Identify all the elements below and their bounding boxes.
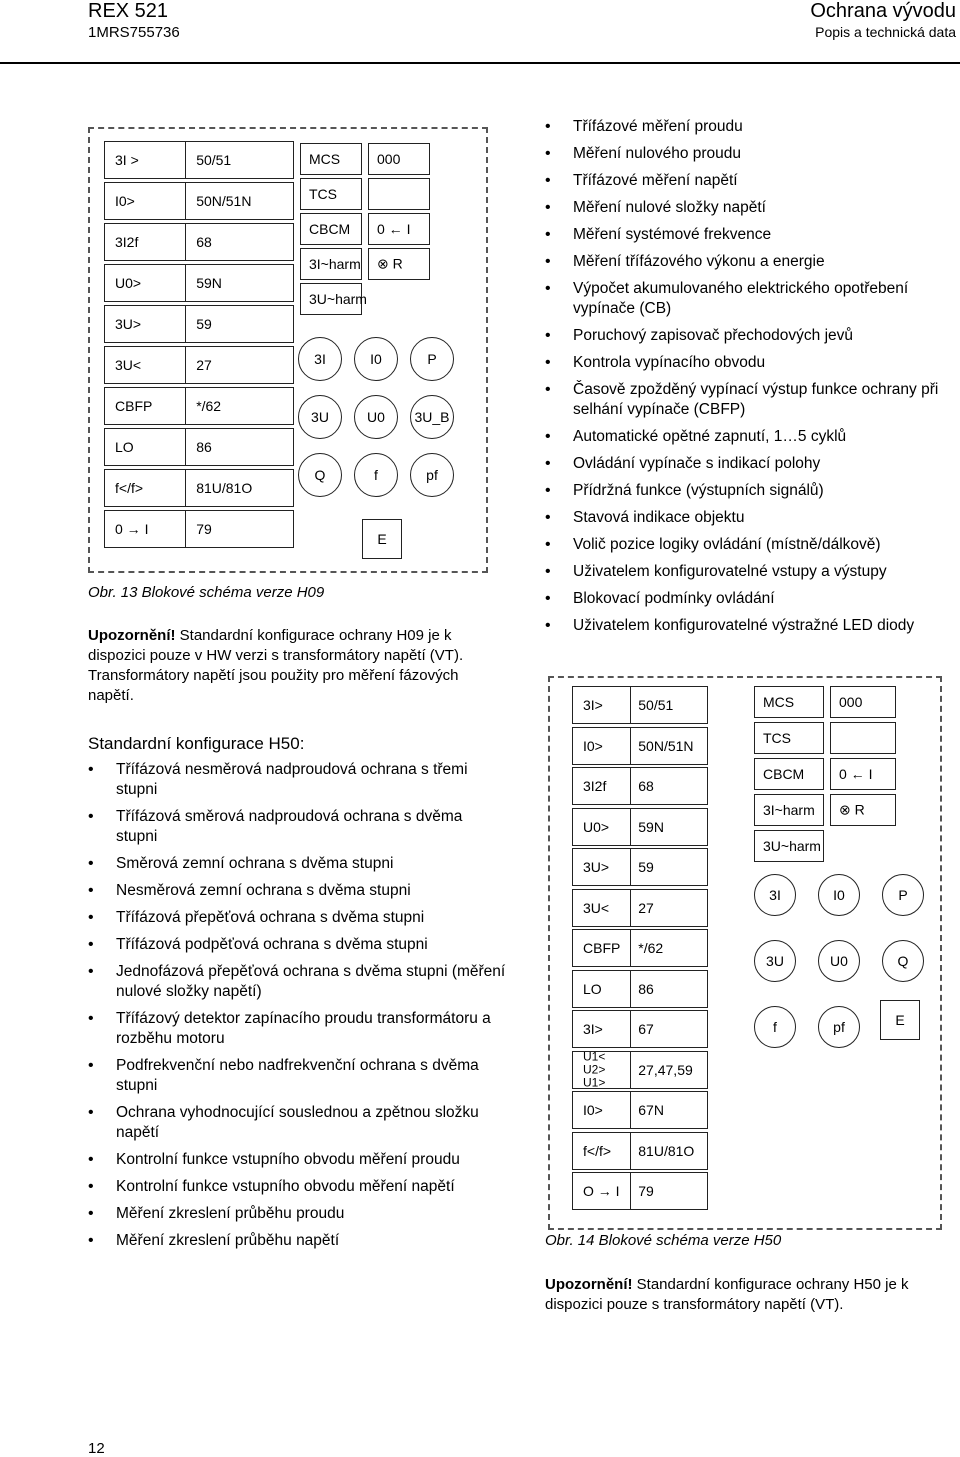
measurement-circle bbox=[354, 395, 398, 439]
note-text: Standardní konfigurace ochrany H50 je k dispozici pouze s transformátory napětí (VT). bbox=[545, 1276, 909, 1313]
block-code: 68 bbox=[196, 234, 212, 250]
function-block bbox=[104, 469, 294, 507]
list-item: • Třífázová podpěťová ochrana s dvěma stupni bbox=[88, 935, 508, 955]
block-symbol: I0> bbox=[115, 193, 135, 209]
circle-label: P bbox=[898, 887, 908, 903]
block-symbol: I0> bbox=[583, 737, 603, 754]
function-block bbox=[572, 808, 708, 846]
function-block bbox=[572, 970, 708, 1008]
block-divider bbox=[185, 224, 186, 260]
block-symbol: 3U< bbox=[583, 899, 610, 916]
block-label: 3I~harm bbox=[763, 802, 815, 818]
block-divider bbox=[185, 142, 186, 178]
block-divider bbox=[630, 728, 631, 764]
block-divider bbox=[185, 183, 186, 219]
list-item: • Měření třífázového výkonu a energie bbox=[545, 252, 960, 272]
control-block bbox=[368, 213, 430, 245]
function-block bbox=[104, 264, 294, 302]
list-item: • Třífázové měření proudu bbox=[545, 117, 960, 137]
block-code: 27 bbox=[638, 899, 654, 916]
list-item: • Měření systémové frekvence bbox=[545, 225, 960, 245]
block-divider bbox=[630, 1092, 631, 1128]
block-label: 000 bbox=[377, 151, 401, 167]
function-block bbox=[104, 387, 294, 425]
block-symbol: 3I > bbox=[115, 152, 139, 168]
event-square bbox=[362, 519, 402, 559]
block-label: CBCM bbox=[309, 221, 351, 237]
block-divider bbox=[630, 768, 631, 804]
function-block bbox=[572, 1051, 708, 1089]
h50-function-list bbox=[88, 760, 508, 1258]
block-label: 0 ← I bbox=[377, 221, 411, 237]
monitor-block bbox=[300, 213, 362, 245]
block-code: 50N/51N bbox=[638, 737, 694, 754]
block-divider bbox=[185, 347, 186, 383]
block-code: 27 bbox=[196, 357, 212, 373]
list-item: • Měření nulové složky napětí bbox=[545, 198, 960, 218]
page-header bbox=[0, 0, 960, 64]
block-symbol: 0 → I bbox=[115, 521, 149, 537]
list-item: • Ochrana vyhodnocující souslednou a zpětnou složku napětí bbox=[88, 1103, 508, 1143]
function-block bbox=[572, 1010, 708, 1048]
circle-label: U0 bbox=[830, 953, 848, 969]
block-divider bbox=[185, 429, 186, 465]
block-code: 79 bbox=[196, 521, 212, 537]
measurement-circle bbox=[298, 453, 342, 497]
block-code: 79 bbox=[638, 1183, 654, 1199]
list-item: • Měření nulového proudu bbox=[545, 144, 960, 164]
figure14-diagram bbox=[548, 676, 942, 1230]
list-item: • Poruchový zapisovač přechodových jevů bbox=[545, 326, 960, 346]
measurement-circle bbox=[818, 874, 860, 916]
measurement-function-list bbox=[545, 117, 960, 643]
function-block bbox=[572, 767, 708, 805]
monitor-block bbox=[754, 794, 824, 826]
list-item: • Výpočet akumulovaného elektrického opotřebení vypínače (CB) bbox=[545, 279, 960, 319]
h50-heading: Standardní konfigurace H50: bbox=[88, 734, 305, 753]
control-block bbox=[368, 248, 430, 280]
list-item: • Automatické opětné zapnutí, 1…5 cyklů bbox=[545, 427, 960, 447]
figure13-note bbox=[88, 626, 500, 706]
block-divider bbox=[630, 930, 631, 966]
circle-label: U0 bbox=[367, 409, 385, 425]
circle-label: Q bbox=[897, 953, 909, 969]
figure13-caption: Obr. 13 Blokové schéma verze H09 bbox=[88, 584, 325, 601]
block-label: MCS bbox=[763, 694, 795, 710]
function-block bbox=[104, 305, 294, 343]
block-code: 59N bbox=[196, 275, 222, 291]
block-code: 67N bbox=[638, 1102, 664, 1118]
control-block bbox=[830, 722, 896, 754]
measurement-circle bbox=[298, 395, 342, 439]
measurement-circle bbox=[410, 453, 454, 497]
block-label: 3U~harm bbox=[309, 291, 367, 307]
block-code: 50N/51N bbox=[196, 193, 252, 209]
event-square bbox=[880, 1000, 920, 1040]
block-label: 3I~harm bbox=[309, 256, 361, 272]
note-text: Standardní konfigurace ochrany H09 je k dispozici pouze v HW verzi s transformátory napětí (VT). Transformátory napětí jsou použity pro měření fázových napětí. bbox=[88, 627, 464, 704]
page-number: 12 bbox=[88, 1440, 105, 1457]
list-item: • Třífázová přepěťová ochrana s dvěma stupni bbox=[88, 908, 508, 928]
block-symbol: 3I> bbox=[583, 1021, 603, 1037]
list-item: • Jednofázová přepěťová ochrana s dvěma stupni (měření nulové složky napětí) bbox=[88, 962, 508, 1002]
monitor-block bbox=[754, 830, 824, 862]
block-symbol: 3I2f bbox=[115, 234, 139, 250]
circle-label: pf bbox=[426, 467, 438, 483]
block-code: 86 bbox=[638, 980, 654, 997]
block-divider bbox=[630, 1052, 631, 1088]
measurement-circle bbox=[882, 874, 924, 916]
monitor-block bbox=[300, 143, 362, 175]
measurement-circle bbox=[410, 395, 454, 439]
block-code: 59N bbox=[638, 818, 664, 835]
monitor-block bbox=[300, 248, 362, 280]
list-item: • Časově zpožděný vypínací výstup funkce ochrany při selhání vypínače (CBFP) bbox=[545, 380, 960, 420]
block-code: 81U/81O bbox=[638, 1142, 695, 1159]
measurement-circle bbox=[754, 940, 796, 982]
monitor-block bbox=[300, 178, 362, 210]
block-symbol: O → I bbox=[583, 1183, 620, 1199]
block-code: 86 bbox=[196, 439, 212, 455]
block-symbol: 3I2f bbox=[583, 778, 607, 794]
block-symbol: f</f> bbox=[583, 1142, 612, 1159]
list-item: • Přídržná funkce (výstupních signálů) bbox=[545, 481, 960, 501]
circle-label: 3I bbox=[769, 887, 781, 903]
circle-label: P bbox=[427, 351, 437, 367]
measurement-circle bbox=[354, 337, 398, 381]
block-code: 67 bbox=[638, 1021, 654, 1037]
block-divider bbox=[630, 971, 631, 1007]
function-block bbox=[572, 1132, 708, 1170]
block-code: */62 bbox=[196, 398, 222, 414]
block-symbol: 3I> bbox=[583, 697, 603, 713]
function-block bbox=[572, 848, 708, 886]
monitor-block bbox=[754, 722, 824, 754]
block-label: MCS bbox=[309, 151, 341, 167]
section-title: Ochrana vývodu bbox=[810, 0, 956, 22]
block-symbol: 3U> bbox=[583, 859, 610, 875]
control-block bbox=[368, 143, 430, 175]
list-item: • Podfrekvenční nebo nadfrekvenční ochrana s dvěma stupni bbox=[88, 1056, 508, 1096]
measurement-circle bbox=[754, 1006, 796, 1048]
block-divider bbox=[185, 265, 186, 301]
circle-label: Q bbox=[314, 467, 326, 483]
block-divider bbox=[630, 849, 631, 885]
measurement-circle bbox=[410, 337, 454, 381]
list-item: • Směrová zemní ochrana s dvěma stupni bbox=[88, 854, 508, 874]
circle-label: pf bbox=[833, 1019, 845, 1035]
circle-label: 3I bbox=[314, 351, 326, 367]
function-block bbox=[572, 727, 708, 765]
list-item: • Třífázové měření napětí bbox=[545, 171, 960, 191]
block-code: 81U/81O bbox=[196, 480, 253, 496]
function-block bbox=[572, 889, 708, 927]
list-item: • Měření zkreslení průběhu proudu bbox=[88, 1204, 508, 1224]
circle-label: f bbox=[773, 1019, 777, 1035]
list-item: • Volič pozice logiky ovládání (místně/dálkově) bbox=[545, 535, 960, 555]
list-item: • Blokovací podmínky ovládání bbox=[545, 589, 960, 609]
block-code: 27,47,59 bbox=[638, 1061, 693, 1078]
block-code: 59 bbox=[638, 859, 654, 875]
list-item: • Ovládání vypínače s indikací polohy bbox=[545, 454, 960, 474]
block-divider bbox=[185, 306, 186, 342]
function-block bbox=[572, 1091, 708, 1129]
block-label: 000 bbox=[839, 694, 863, 710]
block-label: 3U~harm bbox=[763, 838, 821, 854]
function-block bbox=[104, 223, 294, 261]
block-divider bbox=[185, 511, 186, 547]
block-divider bbox=[630, 809, 631, 845]
function-block bbox=[104, 141, 294, 179]
block-label: TCS bbox=[763, 730, 791, 746]
monitor-block bbox=[754, 686, 824, 718]
block-divider bbox=[185, 470, 186, 506]
square-label: E bbox=[377, 531, 387, 547]
note-label: Upozornění! bbox=[88, 627, 176, 644]
block-code: 50/51 bbox=[638, 697, 674, 713]
measurement-circle bbox=[882, 940, 924, 982]
block-divider bbox=[630, 890, 631, 926]
function-block bbox=[104, 182, 294, 220]
block-code: 59 bbox=[196, 316, 212, 332]
block-code: */62 bbox=[638, 940, 664, 956]
control-block bbox=[830, 794, 896, 826]
circle-label: 3U_B bbox=[414, 409, 450, 425]
block-label: ⊗ R bbox=[377, 255, 403, 272]
function-block bbox=[572, 686, 708, 724]
figure13-diagram bbox=[88, 127, 488, 573]
block-symbol: 3U> bbox=[115, 316, 142, 332]
function-block bbox=[104, 346, 294, 384]
circle-label: I0 bbox=[833, 887, 845, 903]
circle-label: 3U bbox=[766, 953, 784, 969]
list-item: • Kontrolní funkce vstupního obvodu měření napětí bbox=[88, 1177, 508, 1197]
block-label: CBCM bbox=[763, 766, 805, 782]
block-code: 50/51 bbox=[196, 152, 232, 168]
block-symbol: LO bbox=[583, 980, 602, 997]
list-item: • Měření zkreslení průběhu napětí bbox=[88, 1231, 508, 1251]
figure14-caption: Obr. 14 Blokové schéma verze H50 bbox=[545, 1232, 782, 1249]
block-divider bbox=[630, 1133, 631, 1169]
list-item: • Kontrola vypínacího obvodu bbox=[545, 353, 960, 373]
note-label: Upozornění! bbox=[545, 1276, 633, 1293]
measurement-circle bbox=[818, 940, 860, 982]
block-divider bbox=[185, 388, 186, 424]
block-symbol: f</f> bbox=[115, 480, 144, 496]
block-divider bbox=[630, 1011, 631, 1047]
monitor-block bbox=[300, 283, 367, 315]
block-symbol: U0> bbox=[115, 275, 142, 291]
function-block bbox=[104, 510, 294, 548]
product-name: REX 521 bbox=[88, 0, 169, 22]
block-divider bbox=[630, 687, 631, 723]
monitor-block bbox=[754, 758, 824, 790]
block-symbol: CBFP bbox=[583, 940, 621, 956]
circle-label: 3U bbox=[311, 409, 329, 425]
measurement-circle bbox=[298, 337, 342, 381]
list-item: • Uživatelem konfigurovatelné výstražné LED diody bbox=[545, 616, 960, 636]
function-block bbox=[572, 1172, 708, 1210]
block-symbol: U1< U2> U1> bbox=[583, 1049, 606, 1089]
function-block bbox=[572, 929, 708, 967]
header-rule bbox=[0, 62, 960, 64]
block-divider bbox=[630, 1173, 631, 1209]
measurement-circle bbox=[354, 453, 398, 497]
block-label: ⊗ R bbox=[839, 801, 865, 818]
list-item: • Uživatelem konfigurovatelné vstupy a výstupy bbox=[545, 562, 960, 582]
list-item: • Třífázová směrová nadproudová ochrana s dvěma stupni bbox=[88, 807, 508, 847]
list-item: • Třífázová nesměrová nadproudová ochrana s třemi stupni bbox=[88, 760, 508, 800]
block-symbol: LO bbox=[115, 439, 134, 455]
control-block bbox=[368, 178, 430, 210]
list-item: • Nesměrová zemní ochrana s dvěma stupni bbox=[88, 881, 508, 901]
block-symbol: 3U< bbox=[115, 357, 142, 373]
block-symbol: CBFP bbox=[115, 398, 153, 414]
control-block bbox=[830, 686, 896, 718]
control-block bbox=[830, 758, 896, 790]
document-id: 1MRS755736 bbox=[88, 24, 180, 41]
list-item: • Stavová indikace objektu bbox=[545, 508, 960, 528]
list-item: • Kontrolní funkce vstupního obvodu měření proudu bbox=[88, 1150, 508, 1170]
block-label: TCS bbox=[309, 186, 337, 202]
circle-label: f bbox=[374, 467, 378, 483]
square-label: E bbox=[895, 1012, 905, 1028]
block-symbol: I0> bbox=[583, 1102, 603, 1118]
function-block bbox=[104, 428, 294, 466]
measurement-circle bbox=[754, 874, 796, 916]
figure14-note bbox=[545, 1275, 960, 1315]
section-subtitle: Popis a technická data bbox=[815, 24, 956, 40]
measurement-circle bbox=[818, 1006, 860, 1048]
block-symbol: U0> bbox=[583, 818, 610, 835]
list-item: • Třífázový detektor zapínacího proudu transformátoru a rozběhu motoru bbox=[88, 1009, 508, 1049]
circle-label: I0 bbox=[370, 351, 382, 367]
block-code: 68 bbox=[638, 778, 654, 794]
block-label: 0 ← I bbox=[839, 766, 873, 782]
